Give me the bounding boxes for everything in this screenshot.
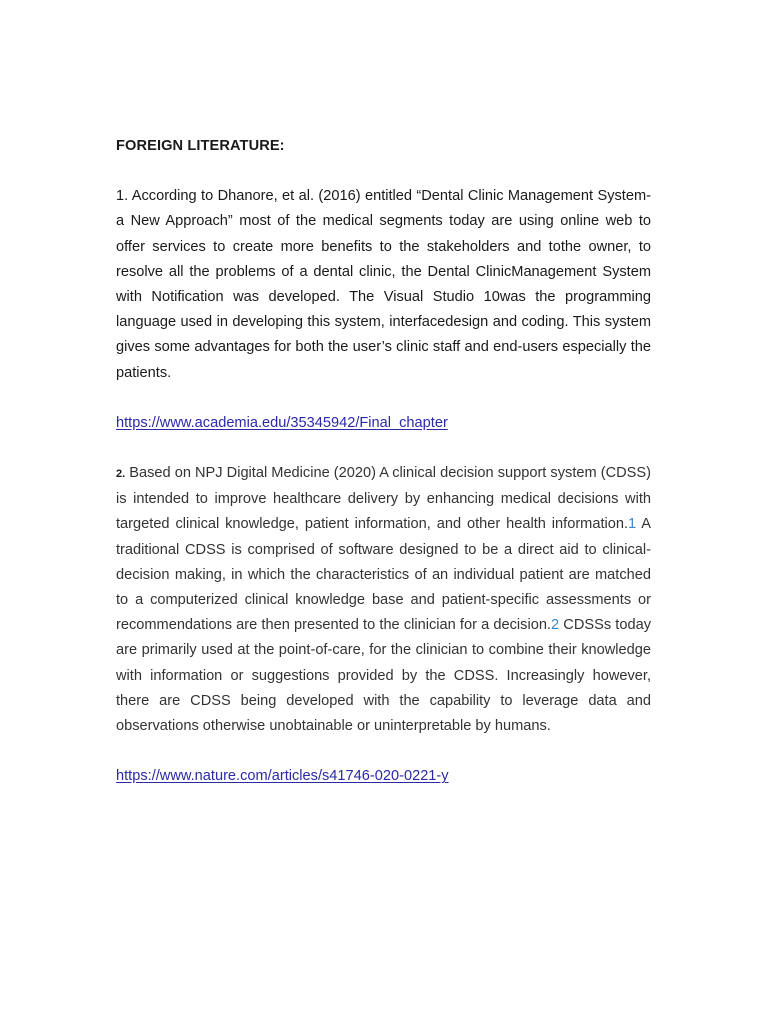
- item-number: 2.: [116, 468, 126, 481]
- item-2-text-c: CDSSs today are primarily used at the point-of-care, for the clinician to combine their knowledge with information or suggestions provided by the CDSS. Increasingly however, there are CDSS being developed with the capability to leverage data and observations otherwise unobtainable or uninterpretable by humans.: [116, 617, 651, 735]
- item-2-text-a: Based on NPJ Digital Medicine (2020) A clinical decision support system (CDSS) is intended to improve healthcare delivery by enhancing medical decisions with targeted clinical knowledge, patient information, and other health information.: [116, 465, 651, 533]
- reference-2[interactable]: 2: [551, 617, 560, 634]
- source-link-nature[interactable]: https://www.nature.com/articles/s41746-020-0221-y: [116, 768, 449, 785]
- document-page: [116, 134, 651, 789]
- literature-item-1: 1. According to Dhanore, et al. (2016) entitled “Dental Clinic Management System- a New Approach” most of the medical segments today are using online web to offer services to create more benefits to the stakeholders and tothe owner, to resolve all the problems of a dental clinic, the Dental ClinicManagement System with Notification was developed. The Visual Studio 10was the programming language used in developing this system, interfacedesign and coding. This system gives some advantages for both the user’s clinic staff and end-users especially the patients.: [116, 188, 651, 381]
- item-2-text-b: A traditional CDSS is comprised of software designed to be a direct aid to clinical-decision making, in which the characteristics of an individual patient are matched to a computerized clinical knowledge base and patient-specific assessments or recommendations are then presented to the clinician for a decision.: [116, 516, 651, 634]
- reference-1[interactable]: 1: [628, 516, 637, 533]
- section-heading: FOREIGN LITERATURE:: [116, 138, 285, 154]
- source-link-academia[interactable]: https://www.academia.edu/35345942/Final_chapter: [116, 414, 448, 431]
- literature-item-2: [116, 461, 651, 739]
